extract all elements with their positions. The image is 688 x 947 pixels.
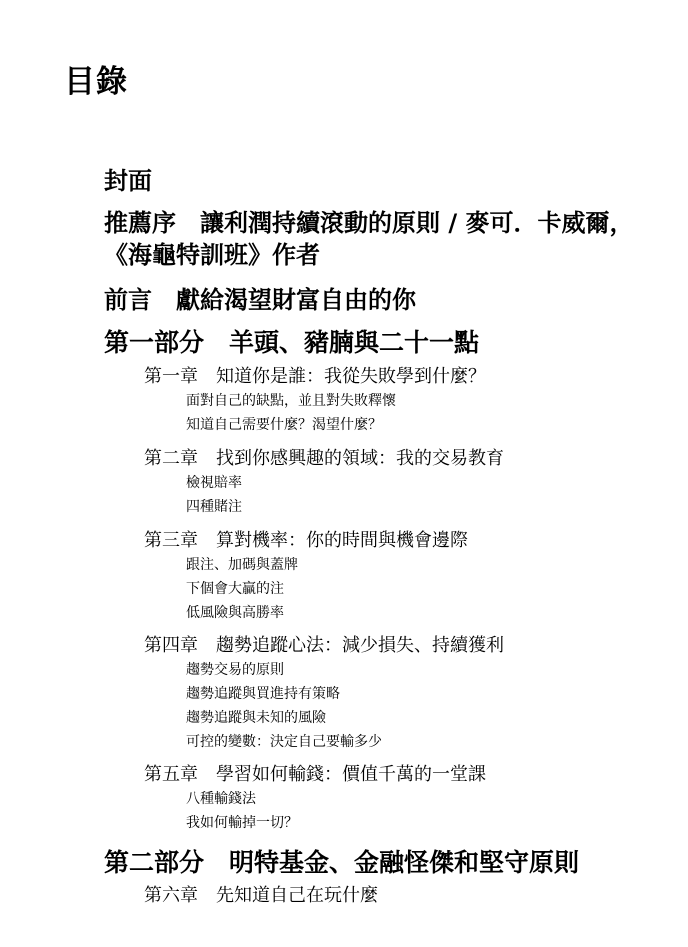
toc-entry-foreword[interactable] — [104, 208, 684, 238]
toc-entry-label: 第五章 — [144, 764, 198, 785]
toc-entry-label: 第六章 — [144, 885, 198, 906]
toc-entry-part-1[interactable] — [104, 328, 684, 358]
toc-entry-label: 第二部分 — [104, 848, 205, 877]
toc-entry-text: 讓利潤持續滾動的原則 / 麥可．卡威爾， — [200, 209, 634, 237]
toc-entry-section[interactable]: 四種賭注 — [186, 499, 242, 515]
toc-entry-foreword-cont[interactable] — [104, 240, 684, 270]
toc-entry-label: 第一章 — [144, 366, 198, 387]
toc-entry-text: 知道你是誰：我從失敗學到什麼？ — [216, 366, 486, 387]
toc-entry-label: 推薦序 — [104, 209, 176, 237]
toc-entry-section[interactable]: 趨勢交易的原則 — [186, 662, 284, 678]
toc-entry-text: 學習如何輸錢：價值千萬的一堂課 — [216, 764, 486, 785]
toc-entry-part-2[interactable] — [104, 848, 684, 878]
toc-entry-section[interactable]: 趨勢追蹤與買進持有策略 — [186, 686, 340, 702]
toc-entry-text: 《海龜特訓班》作者 — [104, 241, 320, 269]
toc-entry-chapter-2[interactable] — [144, 447, 684, 471]
toc-entry-cover[interactable] — [104, 166, 684, 196]
toc-entry-section[interactable]: 低風險與高勝率 — [186, 605, 284, 621]
toc-entry-label: 第二章 — [144, 448, 198, 469]
toc-entry-chapter-5[interactable] — [144, 763, 684, 787]
toc-entry-text: 明特基金、金融怪傑和堅守原則 — [229, 848, 580, 877]
toc-entry-label: 第三章 — [144, 530, 198, 551]
toc-entry-text: 先知道自己在玩什麼 — [216, 885, 378, 906]
toc-entry-section[interactable]: 跟注、加碼與蓋牌 — [186, 557, 298, 573]
toc-entry-text: 算對機率：你的時間與機會邊際 — [216, 530, 468, 551]
toc-entry-chapter-3[interactable] — [144, 529, 684, 553]
toc-entry-label: 第一部分 — [104, 328, 205, 357]
toc-entry-text: 羊頭、豬腩與二十一點 — [229, 328, 480, 357]
toc-entry-section[interactable]: 檢視賠率 — [186, 475, 242, 491]
toc-entry-label: 前言 — [104, 286, 152, 314]
toc-entry-section[interactable]: 面對自己的缺點，並且對失敗釋懷 — [186, 393, 396, 409]
toc-entry-chapter-4[interactable] — [144, 634, 684, 658]
toc-entry-chapter-6[interactable] — [144, 884, 684, 908]
toc-entry-section[interactable]: 八種輸錢法 — [186, 791, 256, 807]
toc-entry-section[interactable]: 知道自己需要什麼？渴望什麼？ — [186, 417, 382, 433]
toc-entry-label: 封面 — [104, 167, 152, 195]
toc-entry-chapter-1[interactable] — [144, 365, 684, 389]
toc-entry-text: 找到你感興趣的領域：我的交易教育 — [216, 448, 504, 469]
toc-entry-preface[interactable] — [104, 285, 684, 315]
toc-entry-section[interactable]: 下個會大贏的注 — [186, 581, 284, 597]
toc-title: 目錄 — [64, 64, 128, 100]
toc-entry-label: 第四章 — [144, 635, 198, 656]
toc-entry-section[interactable]: 我如何輸掉一切？ — [186, 815, 298, 831]
toc-entry-text: 獻給渴望財富自由的你 — [176, 286, 416, 314]
toc-entry-text: 趨勢追蹤心法：減少損失、持續獲利 — [216, 635, 504, 656]
toc-entry-section[interactable]: 趨勢追蹤與未知的風險 — [186, 710, 326, 726]
toc-entry-section[interactable]: 可控的變數：決定自己要輸多少 — [186, 734, 382, 750]
